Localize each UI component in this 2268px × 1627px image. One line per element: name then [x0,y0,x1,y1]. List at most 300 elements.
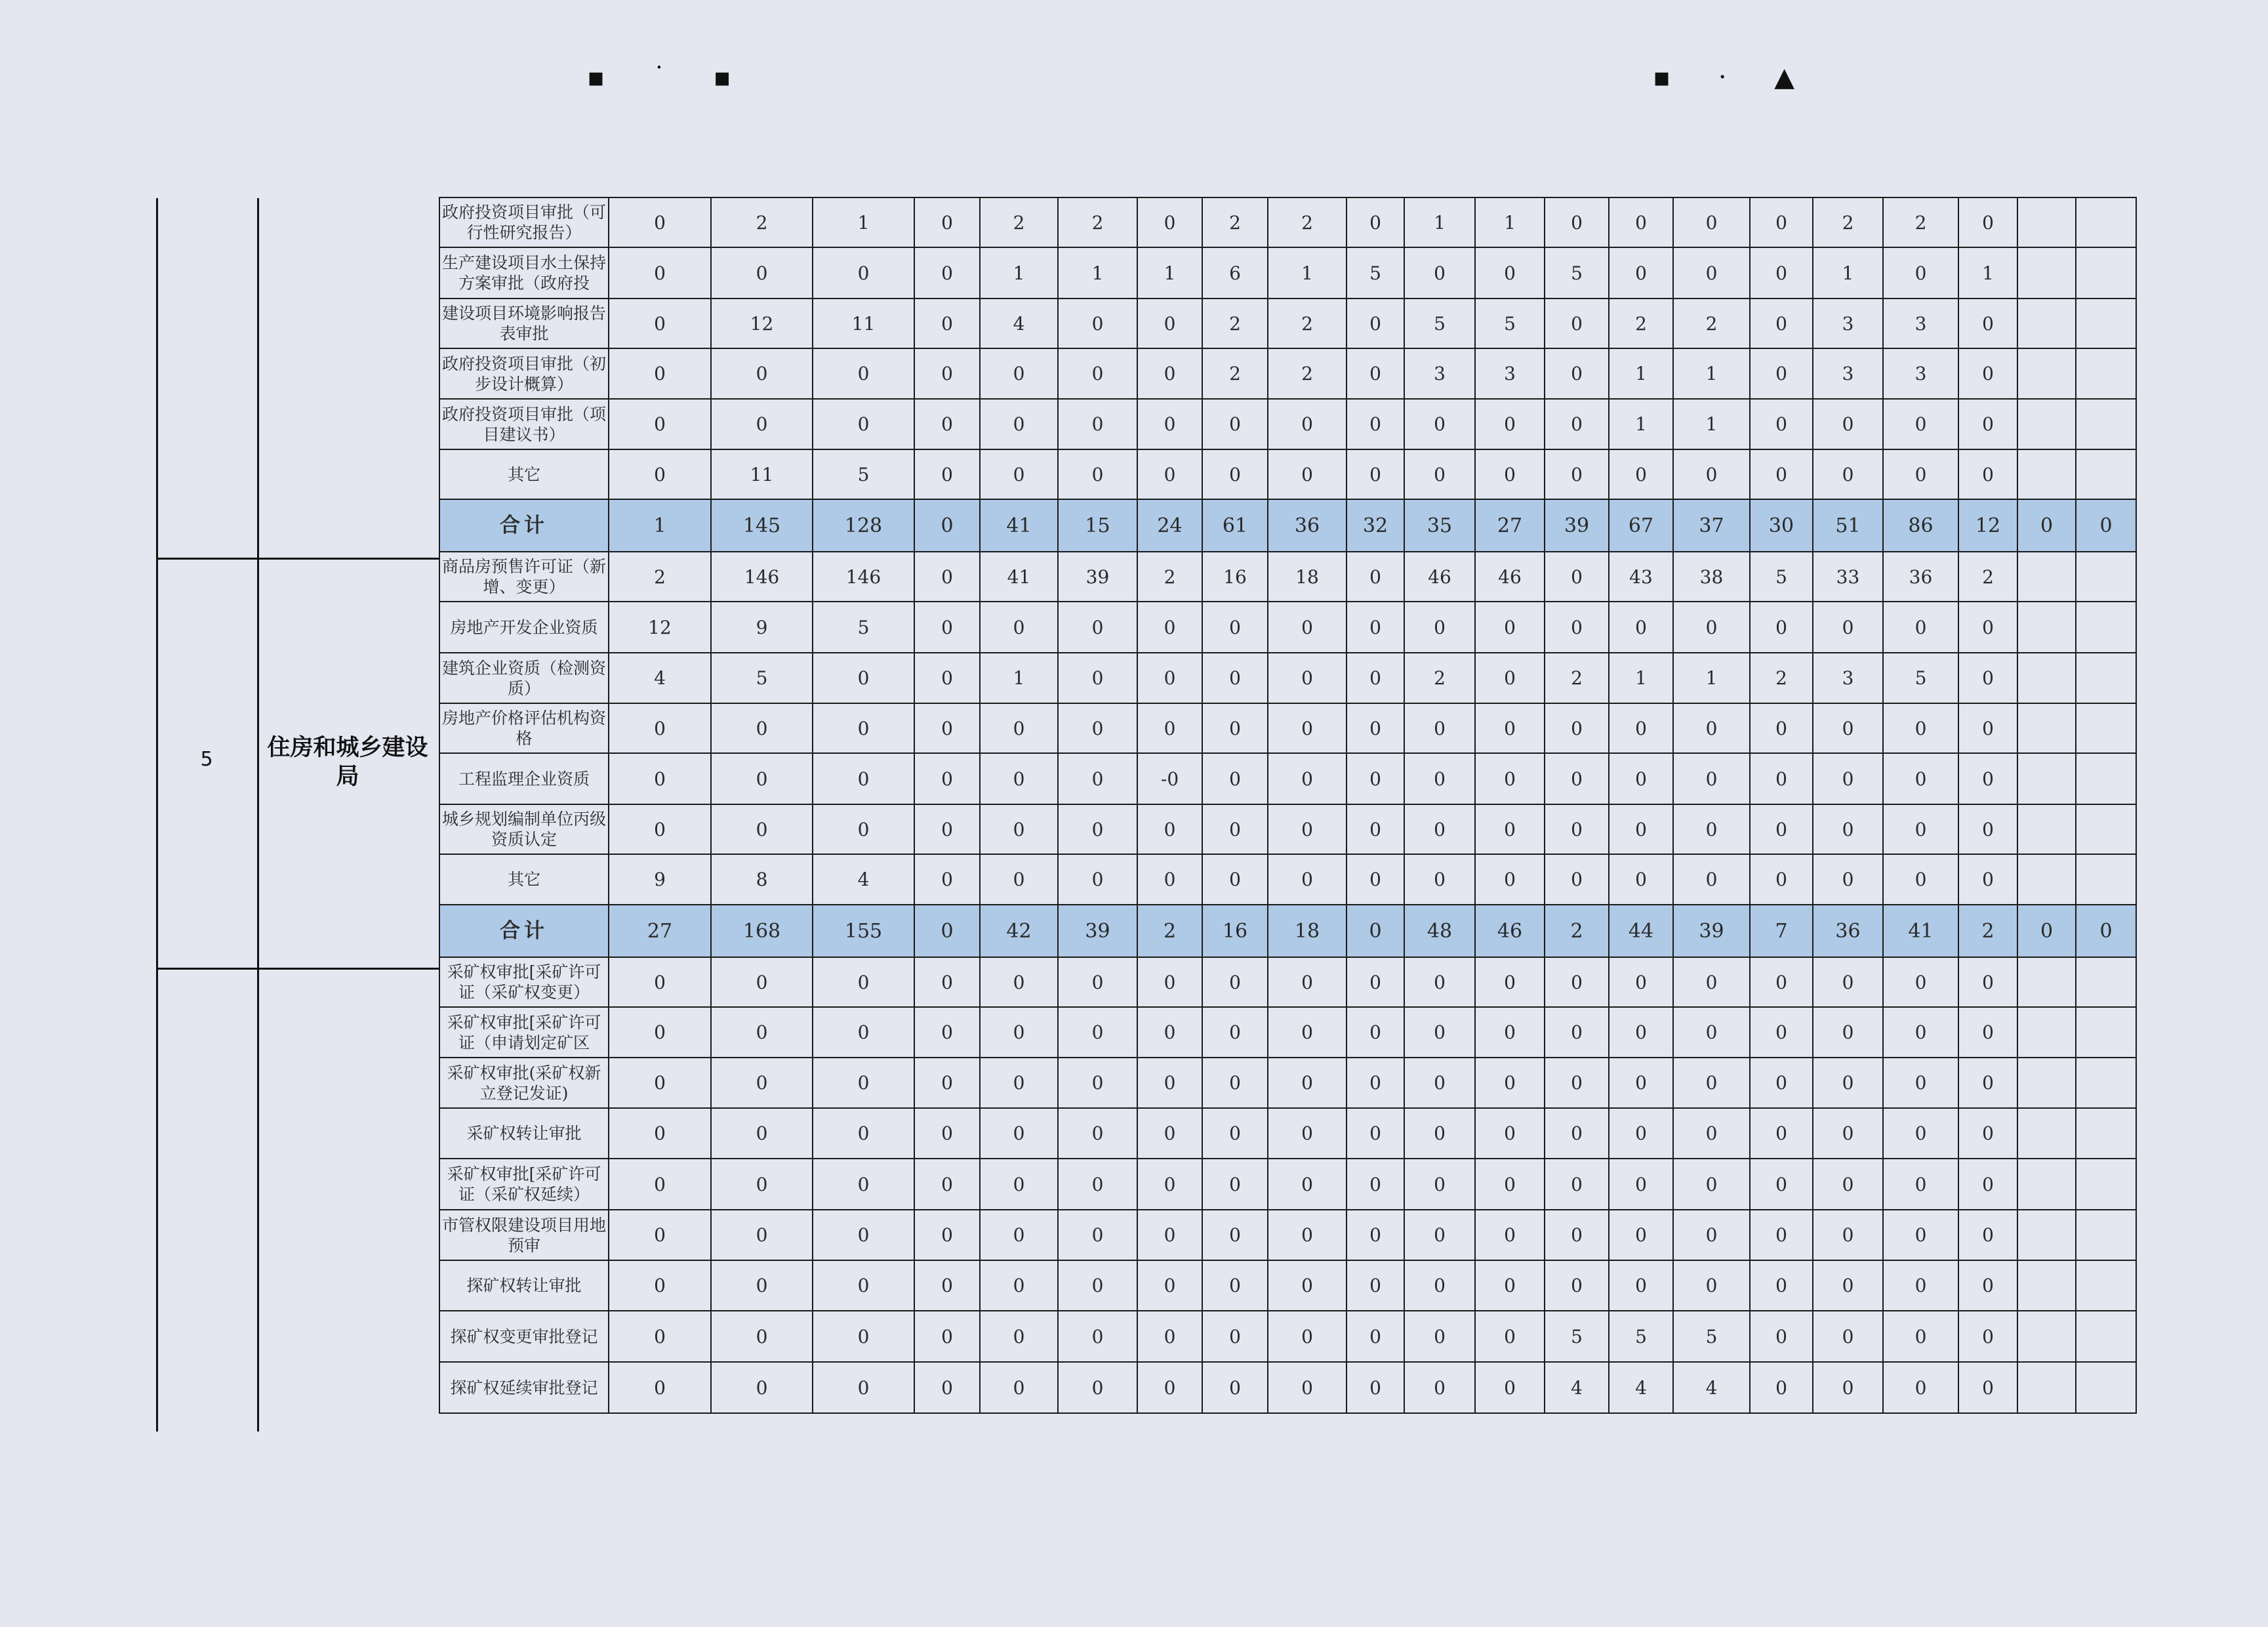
value-cell: 0 [1883,1311,1958,1362]
value-cell: 0 [1475,1311,1545,1362]
value-cell: 4 [1673,1362,1750,1413]
value-cell: 0 [1883,703,1958,753]
value-cell: 0 [1958,1311,2017,1362]
value-cell: 0 [1545,957,1609,1007]
value-cell: 0 [1883,1007,1958,1058]
value-cell: 0 [609,197,711,247]
value-cell: 0 [1475,602,1545,653]
value-cell: 0 [711,348,813,399]
value-cell: 0 [1958,399,2017,449]
value-cell: 0 [914,449,980,499]
total-label: 合计 [439,499,609,552]
value-cell: 0 [711,957,813,1007]
value-cell: 30 [1750,499,1813,552]
value-cell: 0 [1475,1260,1545,1311]
value-cell: 5 [1545,247,1609,299]
value-cell: 0 [1813,1159,1883,1210]
value-cell: 0 [1673,1210,1750,1260]
value-cell: 0 [1058,1210,1137,1260]
value-cell: 0 [914,1362,980,1413]
value-cell [2017,653,2076,703]
value-cell: 4 [980,299,1058,348]
value-cell: 0 [914,703,980,753]
value-cell: 0 [1545,1260,1609,1311]
value-cell: 0 [980,804,1058,854]
value-cell: 0 [1609,1058,1673,1108]
item-name-cell: 政府投资项目审批（可行性研究报告） [439,197,609,247]
value-cell: 0 [980,1311,1058,1362]
value-cell: 0 [1609,804,1673,854]
value-cell: 0 [914,247,980,299]
value-cell [2076,854,2136,905]
value-cell: 0 [1813,1311,1883,1362]
table-row [439,1108,2136,1159]
value-cell: 0 [1137,1311,1202,1362]
value-cell: 0 [980,348,1058,399]
value-cell [2017,602,2076,653]
value-cell: 0 [1137,197,1202,247]
value-cell: 0 [1545,348,1609,399]
table-row [439,957,2136,1007]
value-cell: 0 [1202,1311,1268,1362]
value-cell: 5 [1347,247,1404,299]
value-cell: 0 [1750,449,1813,499]
approval-statistics-table [439,197,2137,1414]
value-cell: 0 [1958,449,2017,499]
value-cell: 0 [1545,399,1609,449]
value-cell: 0 [1475,247,1545,299]
value-cell: 0 [1958,299,2017,348]
table-row [439,653,2136,703]
value-cell: 0 [813,753,914,804]
value-cell: 0 [1883,1210,1958,1260]
value-cell: 2 [1404,653,1475,703]
value-cell: 1 [1673,348,1750,399]
value-cell: 0 [1058,1007,1137,1058]
value-cell: 1 [1268,247,1347,299]
value-cell: 0 [1958,1159,2017,1210]
value-cell: 0 [1058,1159,1137,1210]
value-cell: 0 [1137,957,1202,1007]
value-cell: 3 [1883,299,1958,348]
value-cell: 67 [1609,499,1673,552]
value-cell: 0 [1268,957,1347,1007]
value-cell: 3 [1813,348,1883,399]
value-cell: 1 [1475,197,1545,247]
value-cell: 0 [1347,957,1404,1007]
value-cell: 27 [1475,499,1545,552]
value-cell [2017,1362,2076,1413]
value-cell: 0 [1545,1159,1609,1210]
value-cell: 5 [711,653,813,703]
value-cell: 12 [711,299,813,348]
value-cell: 0 [914,197,980,247]
value-cell: 0 [914,348,980,399]
value-cell: 2 [1137,905,1202,957]
value-cell: 0 [1673,957,1750,1007]
value-cell: 0 [1673,602,1750,653]
value-cell: 1 [980,247,1058,299]
value-cell: 16 [1202,552,1268,602]
value-cell: 0 [1268,1058,1347,1108]
item-name-cell: 其它 [439,854,609,905]
value-cell: 0 [1545,703,1609,753]
value-cell: 0 [1750,1260,1813,1311]
value-cell: 3 [1404,348,1475,399]
value-cell: 0 [1347,197,1404,247]
value-cell: 5 [1609,1311,1673,1362]
value-cell: 0 [1268,1362,1347,1413]
value-cell: 0 [1137,1007,1202,1058]
value-cell: 0 [1404,804,1475,854]
value-cell: 0 [1475,957,1545,1007]
value-cell: 2 [1609,299,1673,348]
value-cell: 0 [1475,1362,1545,1413]
value-cell: 2 [980,197,1058,247]
value-cell: 2 [1268,299,1347,348]
value-cell: 0 [1673,703,1750,753]
value-cell: 0 [1813,602,1883,653]
value-cell: 2 [1673,299,1750,348]
value-cell: 0 [711,753,813,804]
item-name-cell: 其它 [439,449,609,499]
value-cell: 0 [711,1007,813,1058]
value-cell: 0 [1137,449,1202,499]
value-cell: 0 [980,1007,1058,1058]
value-cell: 0 [1545,1007,1609,1058]
item-name-cell: 采矿权审批(采矿权新立登记发证) [439,1058,609,1108]
value-cell: 24 [1137,499,1202,552]
value-cell: 0 [1404,703,1475,753]
value-cell: 1 [1609,348,1673,399]
value-cell: 0 [1347,1058,1404,1108]
value-cell: 0 [980,1210,1058,1260]
item-name-cell: 政府投资项目审批（项目建议书） [439,399,609,449]
value-cell [2076,957,2136,1007]
value-cell: 0 [1137,653,1202,703]
value-cell: 0 [1958,1007,2017,1058]
value-cell: 0 [813,1058,914,1108]
value-cell: 0 [1545,602,1609,653]
value-cell: 0 [711,399,813,449]
table-row [439,602,2136,653]
value-cell: 0 [609,1159,711,1210]
value-cell: 86 [1883,499,1958,552]
item-name-cell: 探矿权转让审批 [439,1260,609,1311]
value-cell: 0 [1883,449,1958,499]
value-cell: 0 [1475,703,1545,753]
value-cell: 1 [1813,247,1883,299]
value-cell: 0 [1268,602,1347,653]
value-cell [2076,1108,2136,1159]
value-cell: 16 [1202,905,1268,957]
value-cell [2076,1159,2136,1210]
value-cell: 2 [1202,299,1268,348]
value-cell: 0 [1347,348,1404,399]
value-cell: 37 [1673,499,1750,552]
value-cell [2017,299,2076,348]
item-name-cell: 采矿权审批[采矿许可证（申请划定矿区 [439,1007,609,1058]
value-cell: 0 [1137,1159,1202,1210]
value-cell: 0 [1750,1007,1813,1058]
value-cell: 0 [1545,1210,1609,1260]
section-number: 5 [200,748,213,771]
value-cell: 0 [1545,753,1609,804]
value-cell: 0 [1750,299,1813,348]
value-cell: 2 [1545,653,1609,703]
value-cell: 2 [1958,905,2017,957]
value-cell: 0 [1475,1210,1545,1260]
value-cell: 0 [1545,552,1609,602]
value-cell: 0 [914,399,980,449]
value-cell: 0 [914,653,980,703]
table-row [439,1260,2136,1311]
value-cell: 0 [1058,653,1137,703]
value-cell: 0 [711,1058,813,1108]
value-cell: 3 [1883,348,1958,399]
value-cell: 0 [914,1159,980,1210]
value-cell: 168 [711,905,813,957]
value-cell: 0 [1673,1260,1750,1311]
table-row [439,703,2136,753]
value-cell [2017,804,2076,854]
value-cell: 0 [1058,602,1137,653]
value-cell [2017,703,2076,753]
value-cell: 0 [1137,348,1202,399]
value-cell: 0 [1202,1108,1268,1159]
value-cell: 0 [1404,399,1475,449]
value-cell: 0 [609,753,711,804]
value-cell: 2 [1813,197,1883,247]
table-row [439,1210,2136,1260]
value-cell: 0 [1347,1260,1404,1311]
value-cell: 0 [980,753,1058,804]
value-cell [2076,703,2136,753]
value-cell [2076,753,2136,804]
value-cell: 0 [980,1108,1058,1159]
value-cell: 0 [609,399,711,449]
value-cell: 0 [1883,1260,1958,1311]
table-row [439,1311,2136,1362]
value-cell: 0 [1475,1007,1545,1058]
value-cell: 0 [1347,299,1404,348]
value-cell: 36 [1268,499,1347,552]
value-cell: 0 [914,1007,980,1058]
value-cell: 0 [1058,1108,1137,1159]
value-cell: 15 [1058,499,1137,552]
value-cell: 0 [1750,804,1813,854]
table-row [439,399,2136,449]
value-cell: 0 [1202,1260,1268,1311]
value-cell [2017,1108,2076,1159]
value-cell: 0 [1883,753,1958,804]
value-cell: 0 [1475,804,1545,854]
value-cell: 2 [1202,197,1268,247]
value-cell: 0 [914,804,980,854]
value-cell: 5 [1475,299,1545,348]
value-cell: 0 [914,1311,980,1362]
value-cell: 0 [1609,1007,1673,1058]
value-cell: 0 [1475,1159,1545,1210]
value-cell [2017,1159,2076,1210]
value-cell: 0 [609,957,711,1007]
value-cell: 0 [1750,1159,1813,1210]
value-cell: 0 [711,1260,813,1311]
value-cell: 5 [1673,1311,1750,1362]
value-cell: 0 [1475,1108,1545,1159]
value-cell: 0 [1268,854,1347,905]
value-cell: 0 [1673,753,1750,804]
item-name-cell: 市管权限建设项目用地预审 [439,1210,609,1260]
value-cell: 0 [1883,854,1958,905]
value-cell: 0 [1609,1159,1673,1210]
value-cell: 0 [2076,905,2136,957]
value-cell: 0 [1404,1159,1475,1210]
value-cell: 0 [1058,753,1137,804]
value-cell: 0 [914,957,980,1007]
value-cell: 3 [1813,653,1883,703]
value-cell: 0 [1883,1108,1958,1159]
value-cell: 0 [1137,1108,1202,1159]
value-cell: 0 [1404,753,1475,804]
value-cell: 0 [1750,703,1813,753]
value-cell [2076,348,2136,399]
value-cell: 0 [1609,1260,1673,1311]
value-cell: 0 [1750,1058,1813,1108]
value-cell: 0 [1750,197,1813,247]
item-name-cell: 生产建设项目水土保持方案审批（政府投 [439,247,609,299]
value-cell: 0 [1673,449,1750,499]
value-cell: 0 [1347,703,1404,753]
value-cell: 0 [609,449,711,499]
value-cell: 0 [1750,854,1813,905]
value-cell: 5 [813,602,914,653]
value-cell: 0 [914,1260,980,1311]
value-cell: 1 [1673,653,1750,703]
value-cell: 0 [1545,197,1609,247]
value-cell: 0 [1813,1260,1883,1311]
value-cell: 0 [1202,602,1268,653]
value-cell: 0 [711,1311,813,1362]
value-cell: 0 [813,1362,914,1413]
value-cell: 0 [1883,602,1958,653]
value-cell: 7 [1750,905,1813,957]
value-cell: 0 [1137,703,1202,753]
value-cell: 36 [1813,905,1883,957]
value-cell: 0 [1058,348,1137,399]
value-cell: 0 [1058,957,1137,1007]
value-cell: 4 [609,653,711,703]
value-cell [2076,804,2136,854]
value-cell: 0 [1609,957,1673,1007]
value-cell: 0 [1475,449,1545,499]
value-cell: 0 [711,1108,813,1159]
value-cell: 0 [609,1362,711,1413]
table-row [439,1007,2136,1058]
value-cell: 0 [914,854,980,905]
value-cell: 0 [914,552,980,602]
value-cell: 9 [711,602,813,653]
value-cell: 0 [1813,957,1883,1007]
value-cell: 2 [1137,552,1202,602]
value-cell: 0 [1609,854,1673,905]
value-cell: 27 [609,905,711,957]
value-cell: 5 [1750,552,1813,602]
value-cell: 0 [1404,247,1475,299]
value-cell: 9 [609,854,711,905]
value-cell: 32 [1347,499,1404,552]
value-cell: 39 [1058,905,1137,957]
value-cell: 0 [1673,1108,1750,1159]
value-cell: 0 [1673,1159,1750,1210]
value-cell: 0 [980,1058,1058,1108]
value-cell: 0 [1202,804,1268,854]
value-cell: 0 [1813,449,1883,499]
value-cell: 0 [609,804,711,854]
value-cell: 0 [1137,399,1202,449]
value-cell: 0 [1347,449,1404,499]
department-column-line [257,198,259,1431]
table-row [439,247,2136,299]
value-cell: 0 [2017,905,2076,957]
total-label: 合计 [439,905,609,957]
value-cell: 0 [813,703,914,753]
value-cell: 5 [1545,1311,1609,1362]
value-cell: 0 [1404,1311,1475,1362]
value-cell: 0 [609,1007,711,1058]
value-cell: 11 [813,299,914,348]
value-cell: 0 [1609,602,1673,653]
value-cell [2076,552,2136,602]
item-name-cell: 探矿权延续审批登记 [439,1362,609,1413]
value-cell: 0 [1475,854,1545,905]
value-cell: 0 [1883,1159,1958,1210]
value-cell: 0 [813,247,914,299]
value-cell [2017,348,2076,399]
item-name-cell: 采矿权审批[采矿许可证（采矿权延续） [439,1159,609,1210]
value-cell: 0 [1347,905,1404,957]
value-cell: 0 [980,1362,1058,1413]
item-name-cell: 建设项目环境影响报告表审批 [439,299,609,348]
value-cell: 0 [1545,449,1609,499]
value-cell: 0 [1137,804,1202,854]
value-cell: 0 [914,905,980,957]
value-cell: 11 [711,449,813,499]
value-cell [2076,399,2136,449]
value-cell: 0 [609,247,711,299]
value-cell: 0 [1202,1058,1268,1108]
value-cell: 0 [813,804,914,854]
value-cell: 0 [1813,854,1883,905]
value-cell: 2 [1545,905,1609,957]
value-cell: 0 [1347,399,1404,449]
value-cell: 0 [1404,1058,1475,1108]
value-cell: 0 [914,1210,980,1260]
value-cell: 5 [1883,653,1958,703]
value-cell [2076,1058,2136,1108]
value-cell: 0 [1475,399,1545,449]
value-cell: 12 [609,602,711,653]
value-cell: 0 [711,1362,813,1413]
value-cell: 39 [1673,905,1750,957]
value-cell: 0 [914,299,980,348]
value-cell: 0 [1202,703,1268,753]
value-cell: 0 [1202,399,1268,449]
value-cell: 0 [1268,1311,1347,1362]
table-row [439,753,2136,804]
value-cell [2076,1210,2136,1260]
value-cell: 0 [1202,753,1268,804]
